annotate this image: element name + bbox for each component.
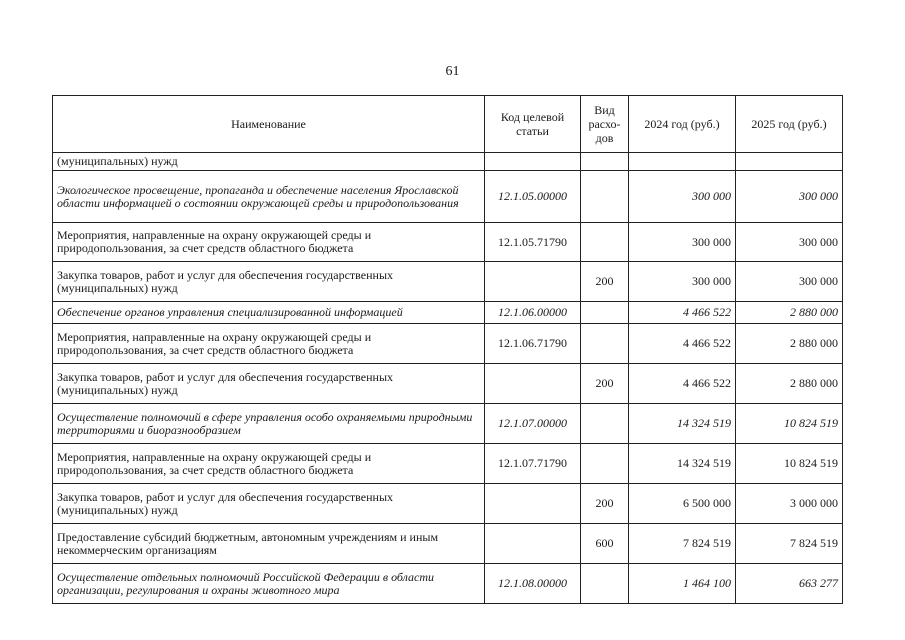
row-name: Мероприятия, направленные на охрану окружающей среды и природопользования, за счет средств областного бюджета [53, 444, 485, 484]
header-year-2025: 2025 год (руб.) [736, 96, 843, 153]
row-type [581, 564, 629, 604]
row-2025: 300 000 [736, 171, 843, 223]
row-type [581, 444, 629, 484]
row-2024: 300 000 [629, 171, 736, 223]
table-row [53, 324, 843, 364]
row-2024: 7 824 519 [629, 524, 736, 564]
row-2024: 4 466 522 [629, 364, 736, 404]
row-name: Осуществление отдельных полномочий Российской Федерации в области организации, регулирования и охраны животного мира [53, 564, 485, 604]
row-2024 [629, 153, 736, 171]
table-row [53, 444, 843, 484]
page-number: 61 [445, 64, 460, 79]
row-name: Мероприятия, направленные на охрану окружающей среды и природопользования, за счет средств областного бюджета [53, 324, 485, 364]
row-type [581, 404, 629, 444]
row-code: 12.1.06.71790 [485, 324, 581, 364]
row-name: Закупка товаров, работ и услуг для обеспечения государственных (муниципальных) нужд [53, 262, 485, 302]
row-code: 12.1.08.00000 [485, 564, 581, 604]
table-row [53, 223, 843, 262]
row-2024: 300 000 [629, 262, 736, 302]
row-code [485, 153, 581, 171]
table-row [53, 564, 843, 604]
row-2025: 7 824 519 [736, 524, 843, 564]
table-row [53, 524, 843, 564]
row-2024: 4 466 522 [629, 324, 736, 364]
row-code [485, 484, 581, 524]
row-code [485, 262, 581, 302]
row-2024: 4 466 522 [629, 302, 736, 324]
row-code: 12.1.07.00000 [485, 404, 581, 444]
row-type [581, 171, 629, 223]
row-type: 600 [581, 524, 629, 564]
row-code: 12.1.05.71790 [485, 223, 581, 262]
header-year-2024: 2024 год (руб.) [629, 96, 736, 153]
row-name: Закупка товаров, работ и услуг для обеспечения государственных (муниципальных) нужд [53, 364, 485, 404]
row-2024: 6 500 000 [629, 484, 736, 524]
row-name: Осуществление полномочий в сфере управления особо охраняемыми природными территориями и биоразнообразием [53, 404, 485, 444]
row-2025: 2 880 000 [736, 302, 843, 324]
table-row [53, 153, 843, 171]
row-code [485, 364, 581, 404]
row-2024: 14 324 519 [629, 404, 736, 444]
row-type [581, 324, 629, 364]
row-2025: 2 880 000 [736, 324, 843, 364]
row-name: Предоставление субсидий бюджетным, автономным учреждениям и иным некоммерческим организациям [53, 524, 485, 564]
row-name: Мероприятия, направленные на охрану окружающей среды и природопользования, за счет средств областного бюджета [53, 223, 485, 262]
row-2025: 3 000 000 [736, 484, 843, 524]
table-header-row [53, 96, 843, 153]
row-type: 200 [581, 484, 629, 524]
table-row [53, 364, 843, 404]
row-2025: 663 277 [736, 564, 843, 604]
row-2025: 300 000 [736, 223, 843, 262]
table-row [53, 404, 843, 444]
row-type [581, 153, 629, 171]
table-row [53, 484, 843, 524]
table-row [53, 171, 843, 223]
row-name: Закупка товаров, работ и услуг для обеспечения государственных (муниципальных) нужд [53, 484, 485, 524]
row-code: 12.1.07.71790 [485, 444, 581, 484]
row-name: Обеспечение органов управления специализированной информацией [53, 302, 485, 324]
row-name: (муниципальных) нужд [53, 153, 485, 171]
row-2025 [736, 153, 843, 171]
row-type: 200 [581, 262, 629, 302]
row-code: 12.1.06.00000 [485, 302, 581, 324]
row-2025: 10 824 519 [736, 444, 843, 484]
row-2025: 2 880 000 [736, 364, 843, 404]
row-2025: 300 000 [736, 262, 843, 302]
header-type: Вид расхо-дов [581, 96, 629, 153]
table-row [53, 302, 843, 324]
row-type [581, 223, 629, 262]
table-row [53, 262, 843, 302]
row-2024: 300 000 [629, 223, 736, 262]
row-code [485, 524, 581, 564]
row-2024: 14 324 519 [629, 444, 736, 484]
row-2025: 10 824 519 [736, 404, 843, 444]
header-name: Наименование [53, 96, 485, 153]
row-code: 12.1.05.00000 [485, 171, 581, 223]
budget-table [52, 95, 843, 604]
header-code: Код целевой статьи [485, 96, 581, 153]
row-type: 200 [581, 364, 629, 404]
row-type [581, 302, 629, 324]
row-name: Экологическое просвещение, пропаганда и обеспечение населения Ярославской области информацией о состоянии окружающей среды и природопользования [53, 171, 485, 223]
row-2024: 1 464 100 [629, 564, 736, 604]
